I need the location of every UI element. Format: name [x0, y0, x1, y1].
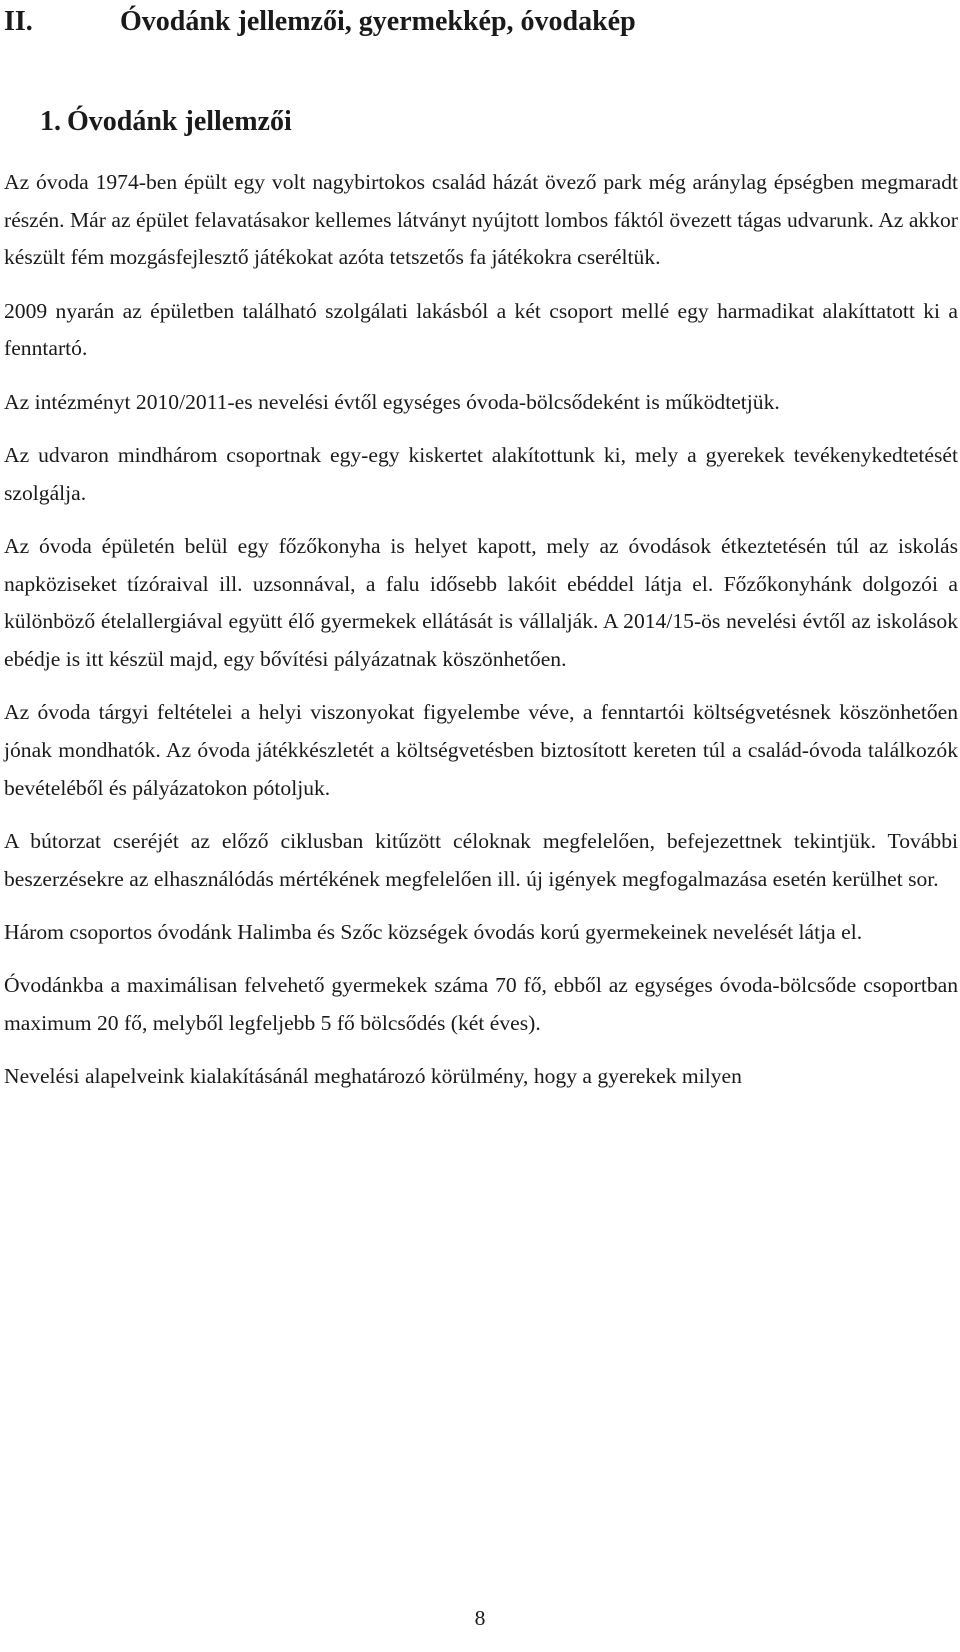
section-heading: [40, 102, 292, 142]
section-title: Óvodánk jellemzői: [67, 106, 292, 137]
chapter-title: Óvodánk jellemzői, gyermekkép, óvodakép: [120, 6, 636, 37]
paragraph: A bútorzat cseréjét az előző ciklusban kitűzött céloknak megfelelően, befejezettnek tekintjük. További beszerzésekre az elhasználódás mértékének megfelelően ill. új igények megfogalmazása esetén kerülhet sor.: [4, 829, 958, 891]
section-number: 1.: [40, 106, 61, 137]
paragraph: Nevelési alapelveink kialakításánál meghatározó körülmény, hogy a gyerekek milyen: [4, 1064, 742, 1089]
paragraph: Az óvoda épületén belül egy főzőkonyha is helyet kapott, mely az óvodások étkeztetésén túl az iskolás napköziseket tízóraival ill. uzsonnával, a falu idősebb lakóit ebéddel látja el. Főzőkonyhánk dolgozói a különböző ételallergiával együtt élő gyermekek ellátását is vállalják. A 2014/15-ös nevelési évtől az iskolások ebédje is itt készül majd, egy bővítési pályázatnak köszönhetően.: [4, 534, 958, 672]
paragraph: Az óvoda 1974-ben épült egy volt nagybirtokos család házát övező park még aránylag épségben megmaradt részén. Már az épület felavatásakor kellemes látványt nyújtott lombos fáktól övezett tágas udvarunk. Az akkor készült fém mozgásfejlesztő játékokat azóta tetszetős fa játékokra cseréltük.: [4, 170, 958, 270]
chapter-heading: [4, 2, 636, 42]
paragraph: 2009 nyarán az épületben található szolgálati lakásból a két csoport mellé egy harmadikat alakíttatott ki a fenntartó.: [4, 298, 958, 361]
page-number: 8: [474, 1606, 486, 1630]
paragraph: Az intézményt 2010/2011-es nevelési évtől egységes óvoda-bölcsődeként is működtetjük.: [4, 389, 780, 414]
paragraph: Az udvaron mindhárom csoportnak egy-egy kiskertet alakítottunk ki, mely a gyerekek tevékenykedtetését szolgálja.: [4, 443, 958, 505]
paragraph: Óvodánkba a maximálisan felvehető gyermekek száma 70 fő, ebből az egységes óvoda-bölcsőde csoportban maximum 20 fő, melyből legfeljebb 5 fő bölcsődés (két éves).: [4, 973, 958, 1036]
paragraph: Az óvoda tárgyi feltételei a helyi viszonyokat figyelembe véve, a fenntartói költségvetésnek köszönhetően jónak mondhatók. Az óvoda játékkészletét a költségvetésben biztosított kereten túl a család-óvoda találkozók bevételéből és pályázatokon pótoljuk.: [4, 700, 958, 800]
body-text: [4, 164, 958, 1112]
paragraph: Három csoportos óvodánk Halimba és Szőc községek óvodás korú gyermekeinek nevelését látja el.: [4, 920, 863, 945]
chapter-number: II.: [4, 6, 33, 37]
